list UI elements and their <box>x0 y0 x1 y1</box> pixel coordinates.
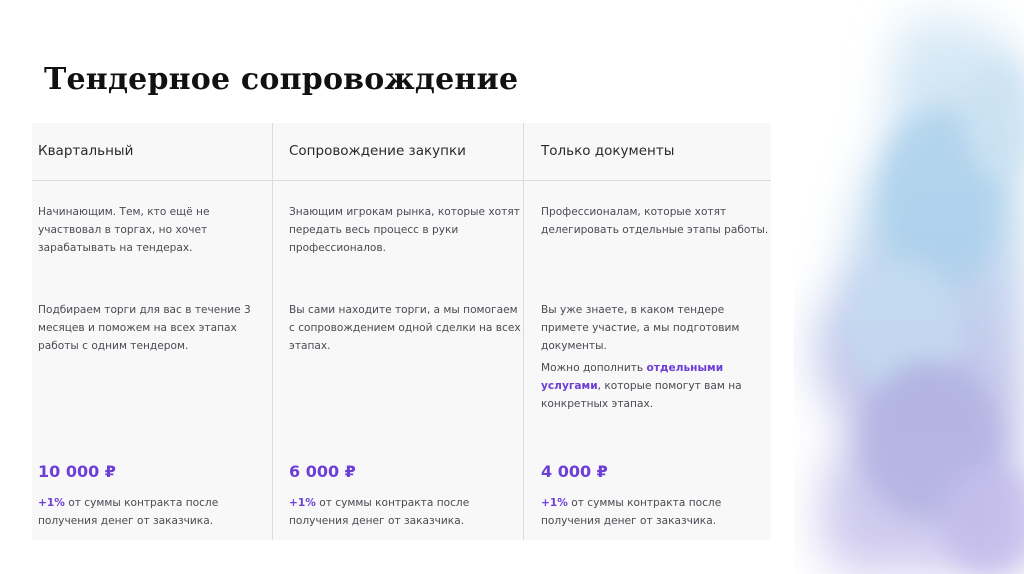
plan-fee <box>541 494 773 530</box>
plan-audience: Профессионалам, которые хотят делегировать отдельные этапы работы. <box>541 206 769 236</box>
fee-percent: +1% <box>289 497 316 509</box>
plan-column-quarterly <box>32 123 274 540</box>
plan-description: Подбираем торги для вас в течение 3 месяцев и поможем на всех этапах работы с одним тендером. <box>38 304 251 352</box>
plan-audience: Знающим игрокам рынка, которые хотят передать весь процесс в руки профессионалов. <box>289 206 520 254</box>
fee-text: от суммы контракта после получения денег от заказчика. <box>289 497 470 527</box>
fee-text: от суммы контракта после получения денег от заказчика. <box>38 497 219 527</box>
fee-text: от суммы контракта после получения денег от заказчика. <box>541 497 722 527</box>
plan-fee <box>289 494 521 530</box>
fee-percent: +1% <box>541 497 568 509</box>
plan-column-documents <box>535 123 777 540</box>
plan-price: 10 000 ₽ <box>38 462 116 481</box>
pricing-table <box>32 123 771 540</box>
extra-suffix: , которые помогут вам на конкретных этапах. <box>541 380 742 410</box>
plan-column-procurement <box>283 123 525 540</box>
fee-percent: +1% <box>38 497 65 509</box>
plan-name: Только документы <box>541 143 675 159</box>
plan-description: Вы сами находите торги, а мы помогаем с сопровождением одной сделки на всех этапах. <box>289 304 521 352</box>
plan-name: Квартальный <box>38 143 134 159</box>
plan-price: 6 000 ₽ <box>289 462 356 481</box>
plan-fee <box>38 494 270 530</box>
plan-price: 4 000 ₽ <box>541 462 608 481</box>
plan-extra-note <box>541 359 773 413</box>
plan-name: Сопровождение закупки <box>289 143 466 159</box>
slide-title: Тендерное сопровождение <box>44 62 519 97</box>
plan-description: Вы уже знаете, в каком тендере примете участие, а мы подготовим документы. <box>541 304 740 352</box>
plan-audience: Начинающим. Тем, кто ещё не участвовал в торгах, но хочет зарабатывать на тендерах. <box>38 206 210 254</box>
separate-services-link[interactable]: отдельными услугами <box>541 362 724 392</box>
extra-prefix: Можно дополнить <box>541 362 647 374</box>
